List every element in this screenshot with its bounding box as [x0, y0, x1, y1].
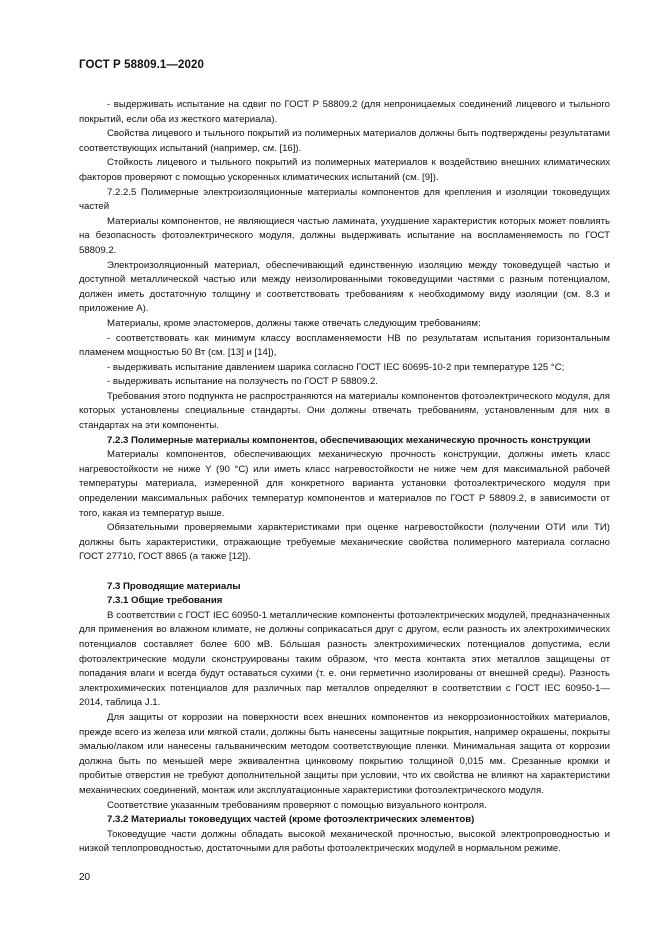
section-heading: 7.3.1 Общие требования: [107, 595, 223, 607]
paragraph: - выдерживать испытание на сдвиг по ГОСТ Р 58809.2 (для непроницаемых соединений лицевого и тыльного покрытий, если оба из жесткого материала).: [79, 99, 610, 125]
list-item: - выдерживать испытание на ползучесть по ГОСТ Р 58809.2.: [107, 376, 378, 388]
paragraph: Материалы компонентов, не являющиеся частью ламината, ухудшение характеристик которых может повлиять на безопасность фотоэлектрического модуля, должны выдерживать испытание на воспламеняемость по ГОСТ 58809.2.: [79, 215, 610, 256]
list-item: - соответствовать как минимум классу воспламеняемости НВ по результатам испытания горизонтальным пламенем мощностью 50 Вт (см. [13] и [14]),: [79, 332, 610, 359]
paragraph: Свойства лицевого и тыльного покрытий из полимерных материалов должны быть подтверждены результатами соответствующих испытаний (например, см. [16]).: [79, 128, 610, 154]
paragraph: Материалы, кроме эластомеров, должны также отвечать следующим требованиям:: [107, 317, 481, 329]
paragraph: Обязательными проверяемыми характеристиками при оценке нагревостойкости (получении ОТИ или ТИ) должны быть характеристики, отражающие требуемые механические свойства полимерного материала согласно ГОСТ 27710, ГОСТ 8865 (а также [12]).: [79, 522, 610, 563]
document-body: [79, 98, 610, 857]
paragraph: Соответствие указанным требованиям проверяют с помощью визуального контроля.: [107, 799, 487, 811]
paragraph: Электроизоляционный материал, обеспечивающий единственную изоляцию между токоведущей частью и доступной металлической частью или между неизолированными токоведущими частями с разным потенциалом, должен иметь достаточную толщину и соответствовать требованиям к необходимому виду изоляции (см. 8.3 и приложение А).: [79, 259, 610, 315]
paragraph: Токоведущие части должны обладать высокой механической прочностью, высокой электропроводностью и низкой теплопроводностью, достаточными для работы фотоэлектрических модулей в нормальном режиме.: [79, 828, 610, 855]
paragraph: Для защиты от коррозии на поверхности всех внешних компонентов из некоррозионностойких материалов, прежде всего из железа или мягкой стали, должны быть нанесены защитные покрытия, например окрашены, покрыты эмалью/лаком или нанесены гальваническим методом соответствующие пленки. Минимальная защита от коррозии должна быть по меньшей мере эквивалентна цинковому покрытию толщиной 0,015 мм. Срезанные кромки и пробитые отверстия не требуют дополнительной защиты при условии, что их свойства не влияют на характеристики механических соединений, монтаж или эксплуатационные характеристики фотоэлектрического модуля.: [79, 711, 610, 796]
paragraph: Материалы компонентов, обеспечивающих механическую прочность конструкции, должны иметь класс нагревостойкости не ниже Y (90 °С) или иметь класс нагревостойкости не ниже чем для максимальной рабочей температуры материала, измеренной для конкретного варианта установки фотоэлектрического модуля при определении максимальных рабочих температур компонентов и материалов по ГОСТ Р 58809.2, в зависимости от того, какая из температур выше.: [79, 449, 610, 519]
paragraph: Требования этого подпункта не распространяются на материалы компонентов фотоэлектрического модуля, для которых установлены специальные стандарты. Они должны отвечать требованиям, установленным для них в стандартах на эти компоненты.: [79, 390, 610, 432]
document-header: ГОСТ Р 58809.1—2020: [79, 59, 204, 71]
section-heading: 7.3.2 Материалы токоведущих частей (кроме фотоэлектрических элементов): [107, 814, 475, 826]
page-number: 20: [79, 872, 91, 883]
section-heading: 7.3 Проводящие материалы: [107, 580, 241, 592]
paragraph: Стойкость лицевого и тыльного покрытий из полимерных материалов к воздействию внешних климатических факторов проверяют с помощью ускоренных климатических испытаний (см. [9]).: [79, 157, 610, 183]
clause-heading: 7.2.2.5 Полимерные электроизоляционные материалы компонентов для крепления и изоляции токоведущих частей: [79, 186, 610, 213]
section-heading: 7.2.3 Полимерные материалы компонентов, обеспечивающих механическую прочность конструкции: [107, 434, 591, 446]
paragraph: В соответствии с ГОСТ IEC 60950-1 металлические компоненты фотоэлектрических модулей, предназначенных для применения во влажном климате, не должны соприкасаться друг с другом, если разность их электрохимических потенциалов составляет более 600 мВ. Бóльшая разность электрохимических потенциалов допустима, если фотоэлектрические модули сконструированы таким образом, что места контакта этих металлов защищены от попадания влаги и всегда будут оставаться сухими (т. е. они герметично изолированы от внешней среды). Разность электрохимических потенциалов для различных пар металлов определяют в соответствии с ГОСТ IEC 60950-1—2014, таблица J.1.: [79, 609, 610, 709]
list-item: - выдерживать испытание давлением шарика согласно ГОСТ IEC 60695-10-2 при температуре 125 °С;: [107, 361, 565, 373]
